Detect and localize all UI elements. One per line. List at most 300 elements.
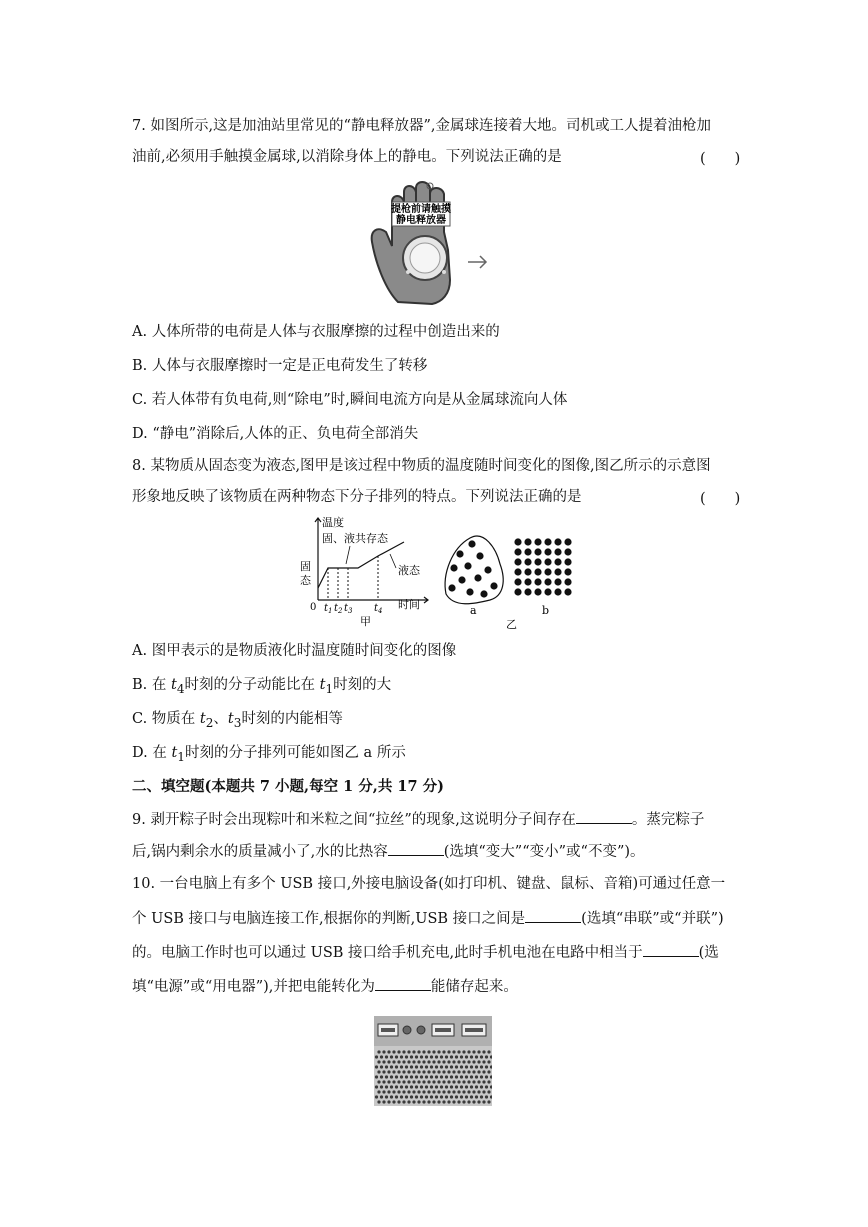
q8-option-c: C. 物质在 $t_2$、$t_3$时刻的内能相等 xyxy=(132,711,343,730)
molecule-dot xyxy=(456,550,463,557)
solid-label-1: 固 xyxy=(300,560,311,573)
mesh-hole xyxy=(450,1085,453,1088)
mesh-hole xyxy=(387,1080,390,1083)
mesh-hole xyxy=(460,1055,463,1058)
mesh-hole xyxy=(432,1100,435,1103)
q10-line1: 10. 一台电脑上有多个 USB 接口,外接电脑设备(如打印机、键盘、鼠标、音箱)可通过任意一 xyxy=(132,876,726,892)
molecule-dot xyxy=(524,538,531,545)
molecule-dot xyxy=(524,588,531,595)
mesh-hole xyxy=(455,1095,458,1098)
mesh-hole xyxy=(417,1080,420,1083)
mesh-hole xyxy=(452,1060,455,1063)
mesh-hole xyxy=(442,1060,445,1063)
mesh-hole xyxy=(432,1080,435,1083)
mesh-hole xyxy=(400,1075,403,1078)
mesh-hole xyxy=(480,1075,483,1078)
q10-blank-2[interactable] xyxy=(643,942,699,957)
mesh-hole xyxy=(427,1070,430,1073)
mesh-hole xyxy=(385,1055,388,1058)
molecule-dot xyxy=(524,578,531,585)
mesh-hole xyxy=(405,1085,408,1088)
q10-blank-3[interactable] xyxy=(375,976,431,991)
molecule-dot xyxy=(458,576,465,583)
mesh-hole xyxy=(430,1085,433,1088)
molecule-dot xyxy=(514,538,521,545)
mesh-hole xyxy=(475,1095,478,1098)
mesh-hole xyxy=(397,1100,400,1103)
mesh-hole xyxy=(387,1060,390,1063)
mesh-hole xyxy=(395,1055,398,1058)
mesh-hole xyxy=(417,1100,420,1103)
mesh-hole xyxy=(430,1055,433,1058)
molecule-arrangement-figure xyxy=(440,530,580,630)
mesh-hole xyxy=(417,1060,420,1063)
mesh-hole xyxy=(482,1050,485,1053)
mesh-hole xyxy=(487,1080,490,1083)
molecule-dot xyxy=(466,588,473,595)
molecule-dot xyxy=(524,548,531,555)
mesh-hole xyxy=(460,1065,463,1068)
mesh-hole xyxy=(375,1085,378,1088)
mesh-hole xyxy=(467,1100,470,1103)
y-axis-label: 温度 xyxy=(322,516,344,529)
mesh-hole xyxy=(387,1070,390,1073)
mesh-hole xyxy=(472,1060,475,1063)
label-a: a xyxy=(470,604,477,617)
mesh-hole xyxy=(405,1095,408,1098)
mesh-hole xyxy=(440,1065,443,1068)
mesh-hole xyxy=(397,1080,400,1083)
mesh-hole xyxy=(412,1090,415,1093)
mesh-hole xyxy=(375,1055,378,1058)
molecule-dot xyxy=(464,562,471,569)
mesh-hole xyxy=(460,1075,463,1078)
molecule-dot xyxy=(534,568,541,575)
molecule-dot xyxy=(474,574,481,581)
mesh-hole xyxy=(422,1050,425,1053)
mesh-hole xyxy=(480,1065,483,1068)
mesh-hole xyxy=(482,1090,485,1093)
mesh-hole xyxy=(447,1090,450,1093)
molecule-dot xyxy=(524,558,531,565)
molecule-dot xyxy=(544,558,551,565)
molecule-dot xyxy=(544,578,551,585)
q8-option-d: D. 在 $t_1$时刻的分子排列可能如图乙 a 所示 xyxy=(132,745,406,764)
mesh-hole xyxy=(475,1065,478,1068)
mesh-hole xyxy=(412,1050,415,1053)
mesh-hole xyxy=(422,1060,425,1063)
mesh-hole xyxy=(467,1060,470,1063)
mesh-hole xyxy=(462,1080,465,1083)
q8-answer-paren: ( ) xyxy=(700,491,741,507)
mesh-hole xyxy=(395,1085,398,1088)
mesh-hole xyxy=(437,1090,440,1093)
q8-line2: 形象地反映了该物质在两种物态下分子排列的特点。下列说法正确的是 xyxy=(132,489,582,505)
mesh-hole xyxy=(400,1055,403,1058)
molecule-dot xyxy=(564,568,571,575)
mesh-hole xyxy=(435,1055,438,1058)
mesh-hole xyxy=(397,1060,400,1063)
mesh-hole xyxy=(452,1100,455,1103)
molecule-dot xyxy=(554,548,561,555)
tick-t2: $t_2$ xyxy=(334,603,343,615)
mesh-hole xyxy=(402,1060,405,1063)
mesh-hole xyxy=(447,1100,450,1103)
mesh-hole xyxy=(442,1100,445,1103)
mesh-hole xyxy=(485,1065,488,1068)
mesh-hole xyxy=(385,1065,388,1068)
mesh-hole xyxy=(477,1100,480,1103)
mesh-hole xyxy=(390,1075,393,1078)
mesh-hole xyxy=(415,1065,418,1068)
mesh-hole xyxy=(410,1065,413,1068)
mesh-hole xyxy=(482,1060,485,1063)
mesh-hole xyxy=(477,1090,480,1093)
solid-label-2: 态 xyxy=(300,574,311,587)
mesh-hole xyxy=(452,1080,455,1083)
molecule-dot xyxy=(564,558,571,565)
mesh-hole xyxy=(465,1065,468,1068)
mesh-hole xyxy=(382,1090,385,1093)
mesh-hole xyxy=(462,1100,465,1103)
figure-label-1: 提枪前请触摸 xyxy=(391,204,451,215)
mesh-hole xyxy=(445,1085,448,1088)
mesh-hole xyxy=(395,1065,398,1068)
mesh-hole xyxy=(395,1075,398,1078)
mesh-hole xyxy=(447,1070,450,1073)
mesh-hole xyxy=(437,1070,440,1073)
mesh-hole xyxy=(390,1065,393,1068)
mesh-hole xyxy=(455,1075,458,1078)
mesh-hole xyxy=(382,1050,385,1053)
mesh-hole xyxy=(432,1050,435,1053)
mesh-hole xyxy=(407,1060,410,1063)
mesh-hole xyxy=(410,1095,413,1098)
q10-blank-1[interactable] xyxy=(525,908,581,923)
mesh-hole xyxy=(455,1055,458,1058)
molecule-dot xyxy=(448,584,455,591)
mesh-hole xyxy=(482,1100,485,1103)
mesh-hole xyxy=(470,1085,473,1088)
molecule-dot xyxy=(534,538,541,545)
temperature-curve xyxy=(318,542,404,588)
mesh-hole xyxy=(462,1090,465,1093)
mesh-hole xyxy=(462,1060,465,1063)
mesh-hole xyxy=(470,1075,473,1078)
molecule-dot xyxy=(514,558,521,565)
mesh-hole xyxy=(400,1095,403,1098)
mesh-hole xyxy=(422,1070,425,1073)
mesh-hole xyxy=(412,1100,415,1103)
q7-option-a: A. 人体所带的电荷是人体与衣服摩擦的过程中创造出来的 xyxy=(132,324,500,340)
ground-wire-icon xyxy=(468,256,486,268)
mesh-hole xyxy=(487,1060,490,1063)
molecule-dot xyxy=(534,548,541,555)
mesh-hole xyxy=(405,1055,408,1058)
mesh-hole xyxy=(457,1050,460,1053)
mesh-hole xyxy=(407,1070,410,1073)
mesh-hole xyxy=(395,1095,398,1098)
mesh-hole xyxy=(445,1055,448,1058)
mesh-hole xyxy=(407,1080,410,1083)
mesh-hole xyxy=(415,1095,418,1098)
q9-line2: 后,锅内剩余水的质量减小了,水的比热容 (选填“变大”“变小”或“不变”)。 xyxy=(132,841,645,862)
q8-line1: 8. 某物质从固态变为液态,图甲是该过程中物质的温度随时间变化的图像,图乙所示的示意图 xyxy=(132,458,711,474)
mesh-hole xyxy=(410,1075,413,1078)
mesh-hole xyxy=(465,1095,468,1098)
mesh-hole xyxy=(450,1055,453,1058)
mesh-hole xyxy=(477,1050,480,1053)
mesh-hole xyxy=(380,1095,383,1098)
mesh-hole xyxy=(387,1100,390,1103)
mesh-hole xyxy=(450,1065,453,1068)
molecule-dot xyxy=(554,538,561,545)
mesh-hole xyxy=(462,1070,465,1073)
q10-line3: 的。电脑工作时也可以通过 USB 接口给手机充电,此时手机电池在电路中相当于 (选 xyxy=(132,942,719,963)
mesh-hole xyxy=(445,1095,448,1098)
mesh-hole xyxy=(412,1080,415,1083)
mesh-hole xyxy=(440,1085,443,1088)
mesh-hole xyxy=(445,1065,448,1068)
mesh-hole xyxy=(377,1100,380,1103)
mesh-hole xyxy=(435,1075,438,1078)
mesh-hole xyxy=(472,1090,475,1093)
mesh-hole xyxy=(437,1060,440,1063)
molecule-dot xyxy=(480,590,487,597)
mesh-hole xyxy=(425,1085,428,1088)
mesh-hole xyxy=(475,1085,478,1088)
molecule-dot xyxy=(554,578,561,585)
mesh-hole xyxy=(435,1085,438,1088)
molecule-dot xyxy=(564,578,571,585)
molecule-dot xyxy=(564,588,571,595)
mesh-hole xyxy=(480,1095,483,1098)
mesh-hole xyxy=(382,1100,385,1103)
mesh-hole xyxy=(380,1055,383,1058)
molecule-dot xyxy=(484,566,491,573)
molecule-dot xyxy=(468,540,475,547)
mesh-hole xyxy=(397,1090,400,1093)
mesh-hole xyxy=(475,1055,478,1058)
mesh-hole xyxy=(482,1070,485,1073)
tick-t1: $t_1$ xyxy=(324,603,333,615)
mesh-hole xyxy=(407,1090,410,1093)
mesh-hole xyxy=(392,1090,395,1093)
molecule-dot xyxy=(554,568,561,575)
mesh-hole xyxy=(392,1070,395,1073)
mesh-hole xyxy=(392,1080,395,1083)
mesh-hole xyxy=(435,1065,438,1068)
mesh-hole xyxy=(427,1060,430,1063)
mesh-hole xyxy=(477,1080,480,1083)
liquid-label: 液态 xyxy=(398,564,420,577)
q7-answer-paren: ( ) xyxy=(700,151,741,167)
mesh-hole xyxy=(400,1085,403,1088)
mesh-hole xyxy=(475,1075,478,1078)
mesh-hole xyxy=(415,1055,418,1058)
mesh-hole xyxy=(442,1070,445,1073)
mesh-hole xyxy=(430,1095,433,1098)
mesh-hole xyxy=(425,1065,428,1068)
mesh-hole xyxy=(415,1085,418,1088)
mesh-hole xyxy=(482,1080,485,1083)
mesh-hole xyxy=(382,1070,385,1073)
mesh-hole xyxy=(447,1050,450,1053)
molecule-dot xyxy=(544,588,551,595)
mesh-hole xyxy=(467,1050,470,1053)
mesh-hole xyxy=(385,1085,388,1088)
mesh-hole xyxy=(420,1055,423,1058)
q10-line4: 填“电源”或“用电器”),并把电能转化为 能储存起来。 xyxy=(132,976,518,997)
q7-option-b: B. 人体与衣服摩擦时一定是正电荷发生了转移 xyxy=(132,358,428,374)
mesh-hole xyxy=(452,1090,455,1093)
mesh-hole xyxy=(402,1100,405,1103)
mesh-hole xyxy=(472,1080,475,1083)
molecule-dot xyxy=(514,578,521,585)
mesh-hole xyxy=(457,1100,460,1103)
molecule-dot xyxy=(534,578,541,585)
mesh-hole xyxy=(425,1055,428,1058)
mesh-hole xyxy=(410,1085,413,1088)
mesh-hole xyxy=(485,1095,488,1098)
mesh-hole xyxy=(440,1055,443,1058)
mesh-hole xyxy=(377,1090,380,1093)
mesh-hole xyxy=(405,1065,408,1068)
mesh-hole xyxy=(442,1050,445,1053)
mesh-hole xyxy=(377,1060,380,1063)
mesh-hole xyxy=(457,1070,460,1073)
mesh-hole xyxy=(420,1075,423,1078)
mesh-hole xyxy=(455,1065,458,1068)
mesh-hole xyxy=(420,1095,423,1098)
mesh-hole xyxy=(460,1085,463,1088)
q9-blank-1[interactable] xyxy=(576,809,632,824)
q7-option-c: C. 若人体带有负电荷,则“除电”时,瞬间电流方向是从金属球流向人体 xyxy=(132,392,568,408)
mesh-hole xyxy=(422,1100,425,1103)
mesh-hole xyxy=(470,1055,473,1058)
mesh-hole xyxy=(407,1100,410,1103)
mesh-hole xyxy=(420,1065,423,1068)
mesh-hole xyxy=(402,1070,405,1073)
mesh-hole xyxy=(450,1075,453,1078)
mesh-hole xyxy=(462,1050,465,1053)
mesh-hole xyxy=(405,1075,408,1078)
molecule-dot xyxy=(544,538,551,545)
mesh-hole xyxy=(377,1050,380,1053)
q9-blank-2[interactable] xyxy=(388,841,444,856)
molecule-dot xyxy=(514,588,521,595)
mesh-hole xyxy=(470,1065,473,1068)
mesh-hole xyxy=(487,1100,490,1103)
molecule-dot xyxy=(524,568,531,575)
mesh-hole xyxy=(452,1070,455,1073)
section-heading: 二、填空题(本题共 7 小题,每空 1 分,共 17 分) xyxy=(132,778,444,795)
mesh-hole xyxy=(447,1060,450,1063)
mesh-hole xyxy=(440,1075,443,1078)
mesh-hole xyxy=(417,1070,420,1073)
audio-jack-1 xyxy=(403,1026,411,1034)
mesh-hole xyxy=(472,1050,475,1053)
mesh-hole xyxy=(465,1075,468,1078)
q9-line1: 9. 剥开粽子时会出现粽叶和米粒之间“拉丝”的现象,这说明分子间存在 。蒸完粽子 xyxy=(132,809,704,830)
figure-caption-yi: 乙 xyxy=(506,618,517,630)
q7-option-d: D. “静电”消除后,人体的正、负电荷全部消失 xyxy=(132,426,419,442)
mesh-hole xyxy=(467,1070,470,1073)
mesh-hole xyxy=(412,1070,415,1073)
mesh-hole xyxy=(380,1065,383,1068)
mesh-hole xyxy=(375,1065,378,1068)
mesh-hole xyxy=(397,1070,400,1073)
origin-label: 0 xyxy=(310,602,317,613)
molecule-dot xyxy=(564,548,571,555)
mesh-hole xyxy=(390,1095,393,1098)
molecule-dot xyxy=(476,552,483,559)
q7-line2: 油前,必须用手触摸金属球,以消除身体上的静电。下列说法正确的是 xyxy=(132,149,562,165)
mesh-hole xyxy=(440,1095,443,1098)
mesh-hole xyxy=(487,1050,490,1053)
liquid-molecules xyxy=(448,540,497,597)
mesh-hole xyxy=(437,1080,440,1083)
mesh-hole xyxy=(430,1065,433,1068)
mesh-hole xyxy=(385,1095,388,1098)
figure-label-2: 静电释放器 xyxy=(396,215,446,226)
tick-t3: $t_3$ xyxy=(344,603,353,615)
mesh-hole xyxy=(417,1090,420,1093)
mesh-hole xyxy=(380,1075,383,1078)
mesh-hole xyxy=(417,1050,420,1053)
mesh-hole xyxy=(477,1070,480,1073)
mesh-hole xyxy=(457,1080,460,1083)
x-axis-label: 时间 xyxy=(398,598,420,611)
mesh-hole xyxy=(425,1075,428,1078)
mesh-hole xyxy=(432,1090,435,1093)
q7-line1: 7. 如图所示,这是加油站里常见的“静电释放器”,金属球连接着大地。司机或工人提着油枪加 xyxy=(132,118,711,134)
mesh-hole xyxy=(380,1085,383,1088)
q8-option-b: B. 在 $t_4$时刻的分子动能比在 $t_1$时刻的大 xyxy=(132,677,392,696)
mesh-hole xyxy=(485,1055,488,1058)
mesh-hole xyxy=(402,1090,405,1093)
mesh-hole xyxy=(437,1050,440,1053)
mesh-hole xyxy=(435,1095,438,1098)
usb-ports-photo xyxy=(374,1016,492,1106)
label-b: b xyxy=(542,604,550,617)
mesh-hole xyxy=(470,1095,473,1098)
mesh-hole xyxy=(467,1090,470,1093)
molecule-dot xyxy=(554,558,561,565)
mesh-hole xyxy=(387,1050,390,1053)
mesh-hole xyxy=(427,1050,430,1053)
mesh-hole xyxy=(430,1075,433,1078)
solid-molecules xyxy=(514,538,571,595)
molecule-dot xyxy=(514,568,521,575)
molecule-dot xyxy=(450,564,457,571)
molecule-dot xyxy=(544,548,551,555)
mesh-hole xyxy=(480,1085,483,1088)
mesh-hole xyxy=(437,1100,440,1103)
mesh-hole xyxy=(442,1090,445,1093)
mesh-hole xyxy=(457,1090,460,1093)
mesh-hole xyxy=(390,1055,393,1058)
mixed-state-label: 固、液共存态 xyxy=(322,532,388,545)
mesh-hole xyxy=(412,1060,415,1063)
mesh-hole xyxy=(375,1095,378,1098)
mesh-hole xyxy=(392,1050,395,1053)
mesh-hole xyxy=(382,1080,385,1083)
molecule-dot xyxy=(490,582,497,589)
q8-option-a: A. 图甲表示的是物质液化时温度随时间变化的图像 xyxy=(132,643,457,659)
mesh-hole xyxy=(397,1050,400,1053)
mesh-hole xyxy=(452,1050,455,1053)
